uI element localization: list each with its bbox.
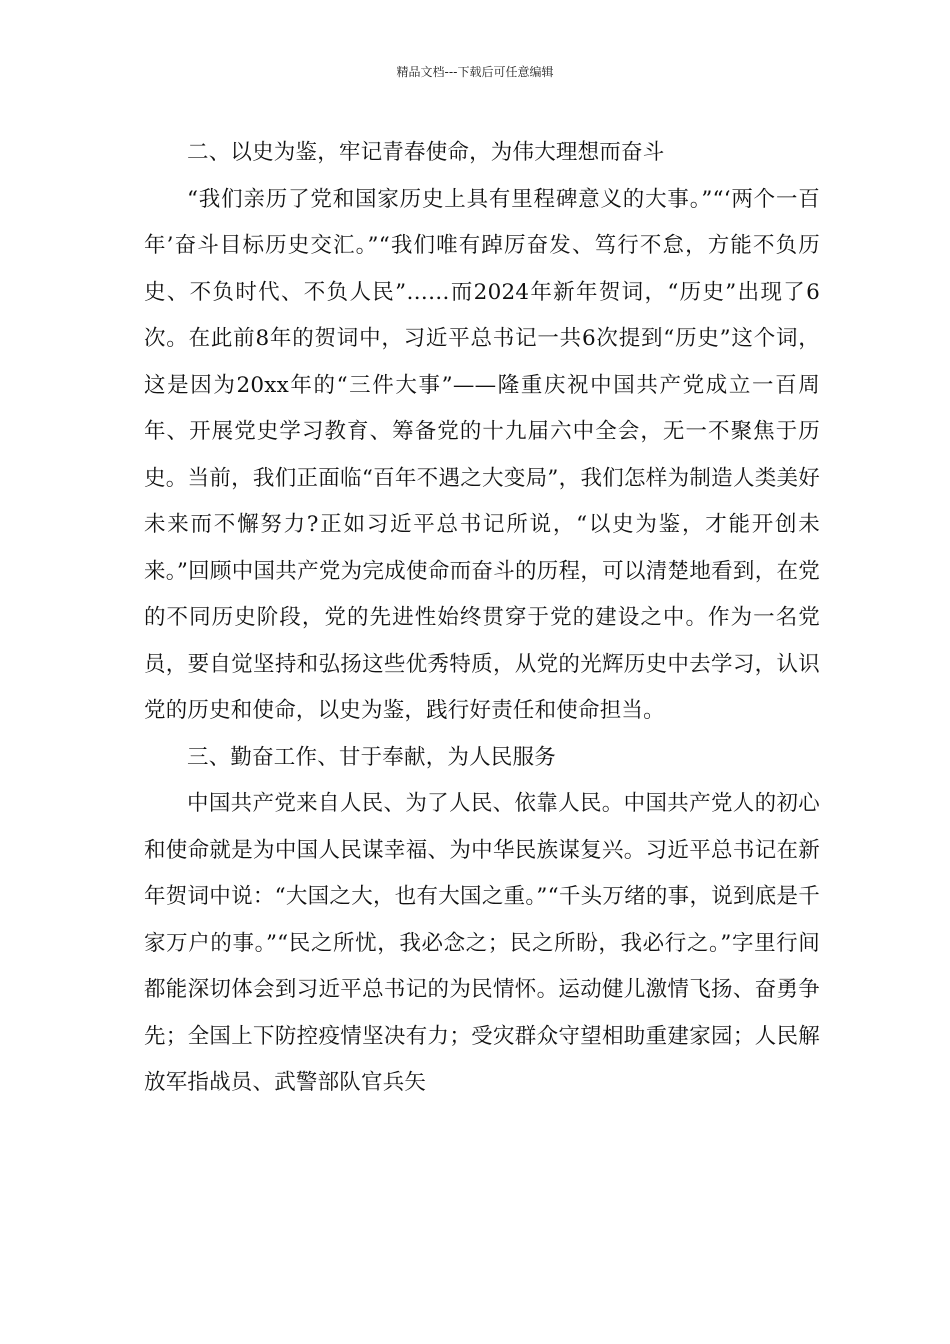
section-paragraph: “我们亲历了党和国家历史上具有里程碑意义的大事。”“‘两个一百年’奋斗目标历史交汇。”“我们唯有踔厉奋发、笃行不怠，方能不负历史、不负时代、不负人民”……而2024年新年贺词，“历史”出现了6次。在此前8年的贺词中，习近平总书记一共6次提到“历史”这个词，这是因为20xx年的“三件大事”——隆重庆祝中国共产党成立一百周年、开展党史学习教育、筹备党的十九届六中全会，无一不聚焦于历史。当前，我们正面临“百年不遇之大变局”，我们怎样为制造人类美好未来而不懈努力?正如习近平总书记所说，“以史为鉴，才能开创未来。”回顾中国共产党为完成使命而奋斗的历程，可以清楚地看到，在党的不同历史阶段，党的先进性始终贯穿于党的建设之中。作为一名党员，要自觉坚持和弘扬这些优秀特质，从党的光辉历史中去学习，认识党的历史和使命，以史为鉴，践行好责任和使命担当。: [144, 186, 820, 723]
page-header: 精品文档---下载后可任意编辑: [396, 65, 554, 79]
section-paragraph: 中国共产党来自人民、为了人民、依靠人民。中国共产党人的初心和使命就是为中国人民谋幸福、为中华民族谋复兴。习近平总书记在新年贺词中说：“大国之大，也有大国之重。”“千头万绪的事，说到底是千家万户的事。”“民之所忧，我必念之；民之所盼，我必行之。”字里行间都能深切体会到习近平总书记的为民情怀。运动健儿激情飞扬、奋勇争先；全国上下防控疫情坚决有力；受灾群众守望相助重建家园；人民解放军指战员、武警部队官兵矢: [144, 791, 820, 1095]
section-heading: 三、勤奋工作、甘于奉献，为人民服务: [187, 744, 556, 770]
section-heading: 二、以史为鉴，牢记青春使命，为伟大理想而奋斗: [187, 140, 665, 165]
document-body: [144, 130, 820, 1107]
